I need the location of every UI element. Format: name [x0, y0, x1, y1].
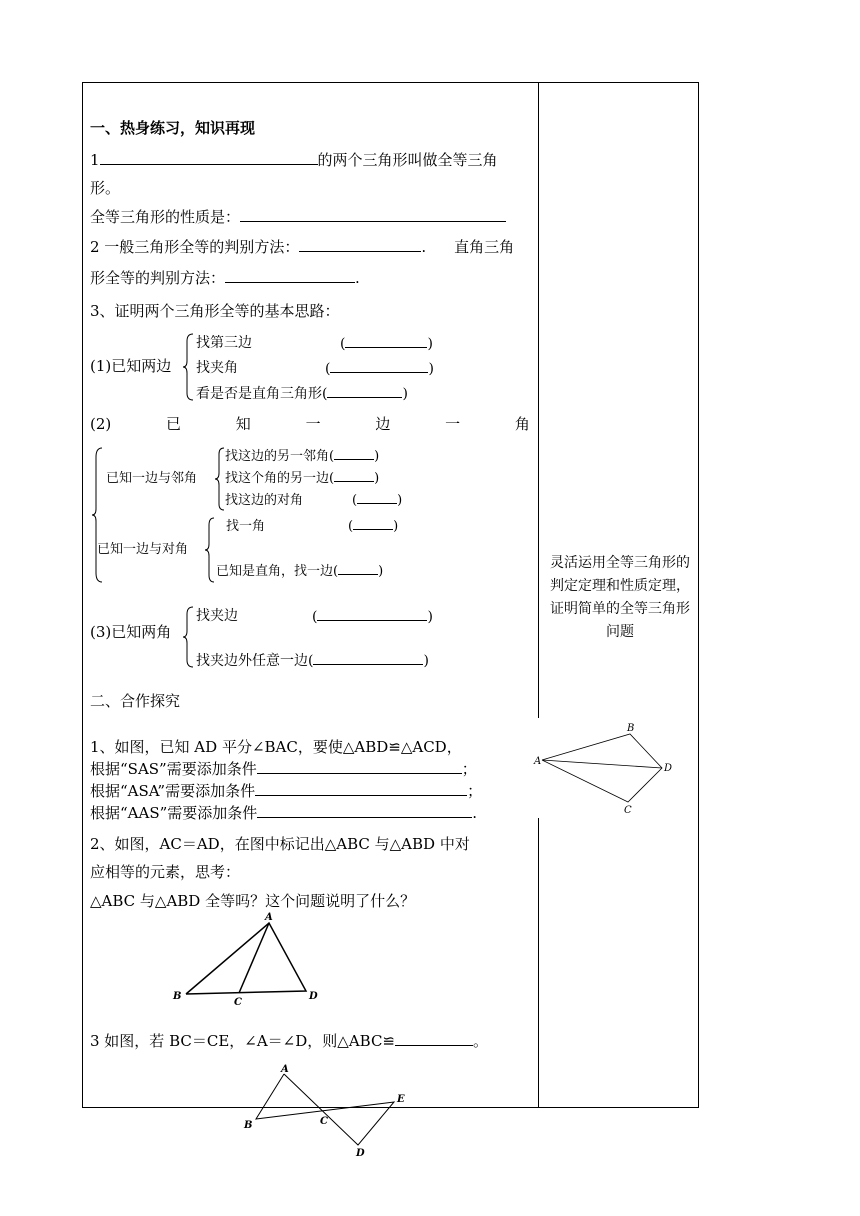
prop-blank[interactable]: [240, 207, 506, 222]
section2-title: 二、合作探究: [90, 692, 181, 710]
case2-sub1-item-1: 找这边的另一邻角( ): [225, 449, 380, 464]
case2-blank-5[interactable]: [338, 562, 378, 575]
case3-blank-1[interactable]: [317, 606, 427, 621]
fig3-label-c: C: [320, 1116, 328, 1127]
q2-blank2[interactable]: [225, 268, 355, 283]
fig1-label-a: A: [534, 756, 542, 767]
fig3-label-b: B: [244, 1120, 253, 1131]
q2-b: .: [421, 238, 427, 256]
case2-outer-brace: [92, 447, 104, 583]
fig1-label-b: B: [627, 723, 635, 734]
case1-blank-1[interactable]: [345, 333, 427, 348]
p2-line2: 应相等的元素，思考：: [90, 863, 241, 881]
fig2-label-d: D: [309, 991, 318, 1002]
case2-sub2-label: 已知一边与对角: [97, 542, 189, 557]
case2-blank-3[interactable]: [357, 491, 397, 504]
case1-item-2: 找夹角: [196, 360, 238, 376]
case1-answer-1: ( ): [340, 333, 433, 354]
prop-label: 全等三角形的性质是：: [90, 208, 241, 226]
section1-title: 一、热身练习，知识再现: [90, 119, 256, 137]
figure-2: [170, 912, 330, 1010]
prop-line: [90, 207, 506, 227]
p1-aas: 根据“AAS”需要添加条件 .: [90, 804, 478, 822]
p1-asa: 根据“ASA”需要添加条件 ；: [90, 782, 483, 800]
case3-brace: [183, 606, 195, 668]
q2-e: .: [355, 269, 360, 287]
fig3-label-e: E: [397, 1094, 405, 1105]
column-divider: [538, 82, 539, 1108]
fig2-label-a: A: [265, 912, 273, 923]
case3-item-1: 找夹边: [196, 608, 238, 624]
q2-blank1[interactable]: [299, 237, 421, 252]
case2-sub1-item-2: 找这个角的另一边( ): [225, 471, 380, 486]
asa-blank[interactable]: [255, 781, 467, 796]
case2-blank-4[interactable]: [353, 517, 393, 530]
case1-item-3: 看是否是直角三角形( ): [196, 383, 408, 404]
case3-answer-1: ( ): [312, 606, 433, 627]
p2-line3: △ABC 与△ABD 全等吗？这个问题说明了什么？: [90, 892, 416, 910]
case1-brace: [183, 333, 195, 401]
aas-blank[interactable]: [257, 803, 472, 818]
objective-note: 灵活运用全等三角形的判定定理和性质定理，证明简单的全等三角形问题: [550, 555, 690, 640]
case2-blank-2[interactable]: [334, 469, 374, 482]
fig1-label-c: C: [624, 805, 632, 816]
case2-blank-1[interactable]: [334, 447, 374, 460]
q2-line: [90, 237, 514, 257]
case3-blank-2[interactable]: [313, 650, 423, 665]
p1-line1: 1、如图，已知 AD 平分∠BAC，要使△ABD≌△ACD，: [90, 738, 462, 756]
case1-answer-2: ( ): [325, 358, 434, 379]
fig2-label-b: B: [173, 991, 182, 1002]
q2-c: 直角三角: [454, 238, 515, 256]
q2-d: 形全等的判别方法：: [90, 269, 226, 287]
q1-prefix: 1: [90, 151, 100, 169]
case2-label: (2) 已 知 一 边 一 角: [90, 415, 530, 433]
case1-item-1: 找第三边: [196, 335, 252, 351]
q1-blank[interactable]: [100, 150, 318, 165]
p1-sas: 根据“SAS”需要添加条件 ；: [90, 760, 477, 778]
sas-blank[interactable]: [257, 759, 462, 774]
q1-cont: 形。: [90, 179, 121, 197]
case2-sub2-answer-1: ( ): [348, 519, 399, 534]
fig3-label-d: D: [356, 1148, 365, 1159]
case2-sub1-item-3: 找这边的对角: [225, 493, 304, 508]
case2-sub1-answer-3: ( ): [352, 493, 403, 508]
q1-line: [90, 150, 498, 170]
case2-sub1-label: 已知一边与邻角: [106, 471, 198, 486]
case1-label: (1)已知两边: [90, 357, 172, 375]
fig3-label-a: A: [281, 1064, 289, 1075]
p3-line: 3 如图，若 BC＝CE，∠A＝∠D，则△ABC≌ 。: [90, 1032, 489, 1050]
case3-item-2: 找夹边外任意一边( ): [196, 650, 429, 671]
case1-blank-3[interactable]: [327, 383, 402, 398]
q2-line2: [90, 268, 360, 288]
q3-text: 3、证明两个三角形全等的基本思路：: [90, 302, 340, 320]
p3-blank[interactable]: [395, 1031, 473, 1046]
fig2-label-c: C: [234, 997, 242, 1008]
case3-label: (3)已知两角: [90, 623, 172, 641]
case2-sub2-brace: [205, 517, 215, 583]
case1-blank-2[interactable]: [330, 358, 428, 373]
figure-3: [238, 1062, 418, 1162]
case2-sub1-brace: [215, 447, 225, 511]
figure-1: [530, 720, 690, 820]
q1-suffix: 的两个三角形叫做全等三角: [317, 151, 498, 169]
case2-sub2-item-2: 已知是直角，找一边( ): [216, 564, 384, 579]
fig1-label-d: D: [664, 763, 673, 774]
q2-a: 2 一般三角形全等的判别方法：: [90, 238, 300, 256]
case2-sub2-item-1: 找一角: [226, 519, 266, 534]
p2-line1: 2、如图，AC＝AD，在图中标记出△ABC 与△ABD 中对: [90, 835, 470, 853]
